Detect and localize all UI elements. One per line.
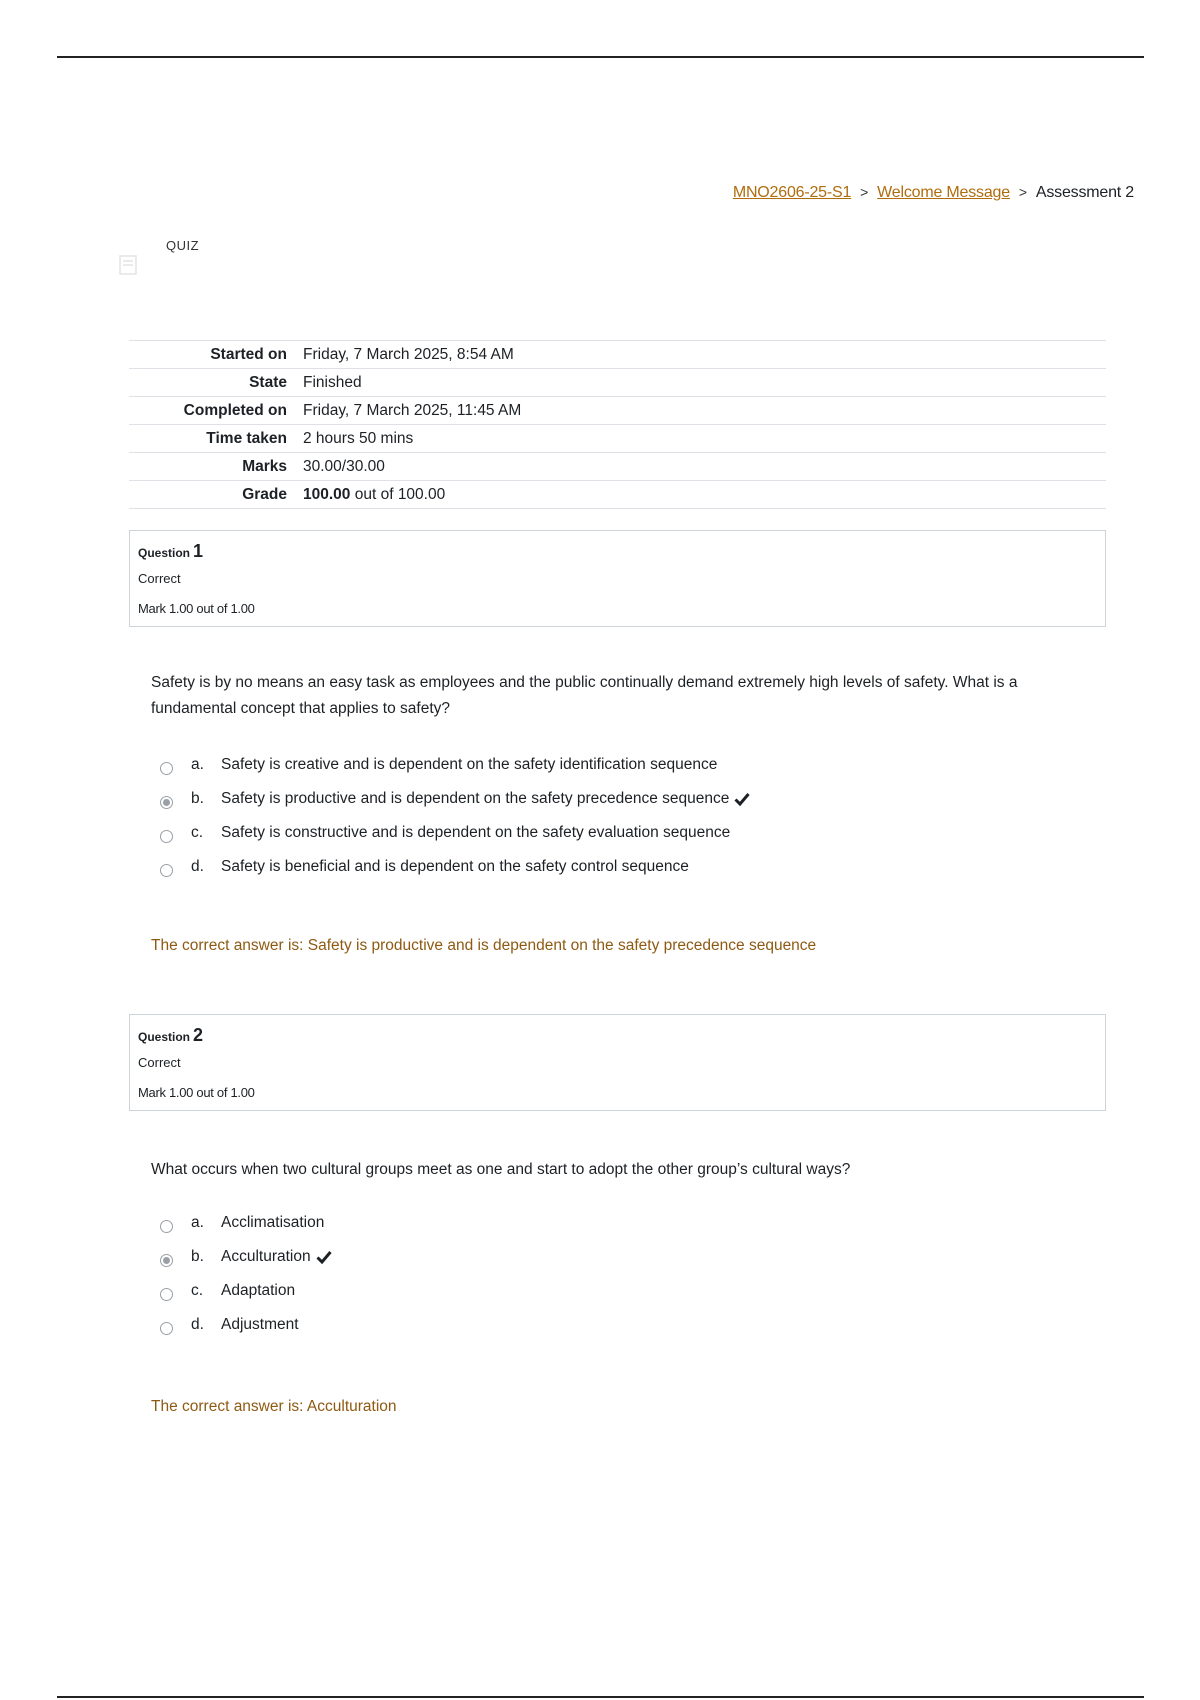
answer-option[interactable] bbox=[160, 816, 750, 850]
checkmark-icon bbox=[316, 1250, 332, 1264]
breadcrumb-current: Assessment 2 bbox=[1035, 184, 1134, 201]
radio-button[interactable] bbox=[160, 1254, 173, 1267]
answer-letter: d. bbox=[191, 1316, 204, 1333]
question-number: Question 2 bbox=[138, 1025, 204, 1045]
grade-out-of: out of 100.00 bbox=[350, 485, 446, 503]
summary-value: 2 hours 50 mins bbox=[303, 429, 414, 447]
summary-value: 30.00/30.00 bbox=[303, 457, 385, 475]
answer-text: Acculturation bbox=[221, 1248, 311, 1265]
attempt-summary-table bbox=[129, 340, 1106, 509]
summary-value: Friday, 7 March 2025, 11:45 AM bbox=[303, 401, 522, 419]
answer-letter: b. bbox=[191, 790, 204, 807]
grade-value: 100.00 bbox=[303, 485, 351, 503]
answer-option[interactable] bbox=[160, 782, 750, 816]
summary-label: Marks bbox=[242, 457, 287, 475]
summary-row-time-taken bbox=[129, 425, 1106, 453]
answer-letter: c. bbox=[191, 1282, 204, 1299]
quiz-icon bbox=[118, 254, 140, 276]
question-state: Correct bbox=[138, 1055, 181, 1070]
page-bottom-rule bbox=[57, 1696, 1144, 1698]
question-mark: Mark 1.00 out of 1.00 bbox=[138, 1085, 255, 1100]
answer-letter: d. bbox=[191, 858, 204, 875]
breadcrumb-section-link[interactable]: Welcome Message bbox=[877, 184, 1010, 201]
answer-list bbox=[160, 748, 750, 884]
radio-button[interactable] bbox=[160, 1322, 173, 1335]
breadcrumb bbox=[733, 184, 1134, 202]
activity-type-label: QUIZ bbox=[166, 238, 200, 253]
summary-label: Grade bbox=[242, 485, 287, 503]
question-text: Safety is by no means an easy task as employees and the public continually demand extremely high levels of safety. What is a fundamental concept that applies to safety? bbox=[151, 674, 1018, 717]
chevron-right-icon: > bbox=[860, 184, 869, 200]
question-info-box bbox=[129, 1014, 1106, 1111]
answer-text: Safety is productive and is dependent on the safety precedence sequence bbox=[221, 790, 730, 807]
question-state: Correct bbox=[138, 571, 181, 586]
radio-button[interactable] bbox=[160, 864, 173, 877]
answer-text: Adjustment bbox=[221, 1316, 299, 1333]
answer-text: Safety is creative and is dependent on the safety identification sequence bbox=[221, 756, 718, 773]
question-info-box bbox=[129, 530, 1106, 627]
summary-value bbox=[303, 481, 1106, 509]
answer-option[interactable] bbox=[160, 1308, 332, 1342]
answer-letter: a. bbox=[191, 756, 204, 773]
summary-row-state bbox=[129, 369, 1106, 397]
page-top-rule bbox=[57, 56, 1144, 58]
summary-label: State bbox=[249, 373, 287, 391]
answer-text: Acclimatisation bbox=[221, 1214, 325, 1231]
correct-answer-feedback: The correct answer is: Acculturation bbox=[151, 1398, 397, 1415]
summary-row-marks bbox=[129, 453, 1106, 481]
chevron-right-icon: > bbox=[1018, 184, 1027, 200]
summary-label: Completed on bbox=[183, 401, 287, 419]
summary-row-completed bbox=[129, 397, 1106, 425]
answer-letter: c. bbox=[191, 824, 204, 841]
summary-row-grade bbox=[129, 481, 1106, 509]
answer-option[interactable] bbox=[160, 1274, 332, 1308]
question-mark: Mark 1.00 out of 1.00 bbox=[138, 601, 255, 616]
answer-option[interactable] bbox=[160, 850, 750, 884]
answer-option[interactable] bbox=[160, 748, 750, 782]
answer-text: Safety is beneficial and is dependent on the safety control sequence bbox=[221, 858, 689, 875]
question-text: What occurs when two cultural groups meet as one and start to adopt the other group’s cultural ways? bbox=[151, 1161, 851, 1178]
radio-button[interactable] bbox=[160, 796, 173, 809]
radio-button[interactable] bbox=[160, 1220, 173, 1233]
answer-text: Adaptation bbox=[221, 1282, 296, 1299]
answer-letter: a. bbox=[191, 1214, 204, 1231]
summary-value: Friday, 7 March 2025, 8:54 AM bbox=[303, 345, 514, 363]
radio-button[interactable] bbox=[160, 830, 173, 843]
answer-list bbox=[160, 1206, 332, 1342]
answer-option[interactable] bbox=[160, 1206, 332, 1240]
radio-button[interactable] bbox=[160, 762, 173, 775]
correct-answer-feedback: The correct answer is: Safety is productive and is dependent on the safety precedence sequence bbox=[151, 937, 817, 954]
summary-label: Time taken bbox=[206, 429, 287, 447]
answer-letter: b. bbox=[191, 1248, 204, 1265]
summary-row-started bbox=[129, 341, 1106, 369]
answer-text: Safety is constructive and is dependent on the safety evaluation sequence bbox=[221, 824, 731, 841]
summary-value: Finished bbox=[303, 373, 362, 391]
breadcrumb-course-link[interactable]: MNO2606-25-S1 bbox=[732, 184, 852, 201]
summary-label: Started on bbox=[210, 345, 287, 363]
answer-option[interactable] bbox=[160, 1240, 332, 1274]
radio-button[interactable] bbox=[160, 1288, 173, 1301]
checkmark-icon bbox=[734, 792, 750, 806]
question-number: Question 1 bbox=[138, 541, 204, 561]
